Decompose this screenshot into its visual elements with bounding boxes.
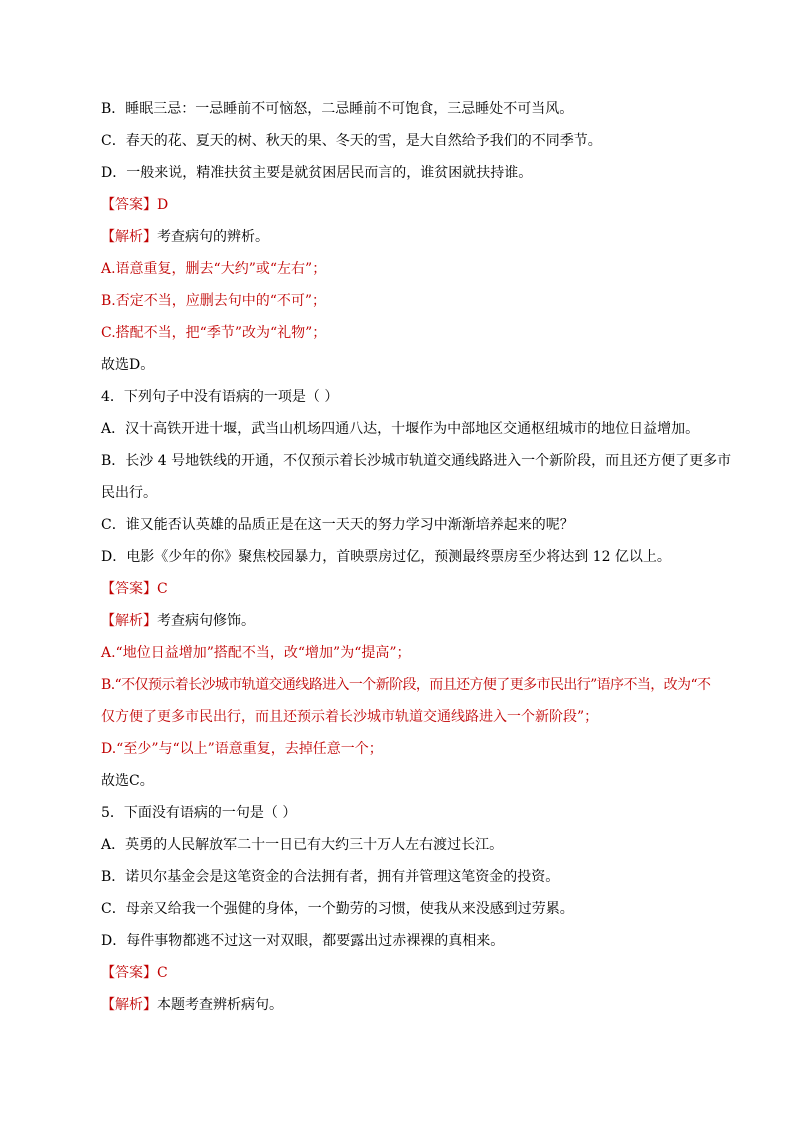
explanation-text: 考查病句修饰。 <box>157 613 255 629</box>
option-d-q3: D．一般来说，精准扶贫主要是就贫困居民而言的，谁贫困就扶持谁。 <box>101 165 533 181</box>
answer-value: D <box>157 197 169 213</box>
answer-value: C <box>157 581 168 597</box>
option-b-q3: B．睡眠三忌：一忌睡前不可恼怒，二忌睡前不可饱食，三忌睡处不可当风。 <box>101 101 574 117</box>
option-c-q3: C．春天的花、夏天的树、秋天的果、冬天的雪，是大自然给予我们的不同季节。 <box>101 133 602 149</box>
option-b-q4: B．长沙 4 号地铁线的开通，不仅预示着长沙城市轨道交通线路进入一个新阶段，而且还方便了更多市 <box>101 453 732 469</box>
option-c-q4: C．谁又能否认英雄的品质正是在这一天天的努力学习中渐渐培养起来的呢？ <box>101 517 574 533</box>
explanation-text: 本题考查辨析病句。 <box>157 997 283 1013</box>
answer-tag: 【答案】 <box>101 965 157 981</box>
explanation-a-q3: A.语意重复，删去“大约”或“左右”； <box>101 261 327 277</box>
explanation-tag: 【解析】 <box>101 229 157 245</box>
option-a-q4: A．汉十高铁开进十堰，武当山机场四通八达，十堰作为中部地区交通枢纽城市的地位日益增加。 <box>101 421 700 437</box>
option-b-q4-cont: 民出行。 <box>101 485 157 501</box>
explanation-d-q4: D.“至少”与“以上”语意重复，去掉任意一个； <box>101 741 383 757</box>
selection-q4: 故选C。 <box>101 773 154 789</box>
selection-q3: 故选D。 <box>101 357 155 373</box>
explanation-a-q4: A.“地位日益增加”搭配不当，改“增加”为“提高”； <box>101 645 411 661</box>
option-c-q5: C．母亲又给我一个强健的身体，一个勤劳的习惯，使我从来没感到过劳累。 <box>101 901 574 917</box>
option-d-q4: D．电影《少年的你》聚焦校园暴力，首映票房过亿，预测最终票房至少将达到 12 亿以上。 <box>101 549 671 565</box>
explanation-row-q4 <box>101 612 741 630</box>
answer-tag: 【答案】 <box>101 197 157 213</box>
explanation-c-q3: C.搭配不当，把“季节”改为“礼物”； <box>101 325 327 341</box>
question-4: 4．下列句子中没有语病的一项是（ ） <box>101 389 339 405</box>
answer-row-q4 <box>101 580 741 598</box>
answer-value: C <box>157 965 168 981</box>
option-d-q5: D．每件事物都逃不过这一对双眼，都要露出过赤裸裸的真相来。 <box>101 933 505 949</box>
explanation-b-q4: B.“不仅预示着长沙城市轨道交通线路进入一个新阶段，而且还方便了更多市民出行”语序不当，改为“不 <box>101 677 711 693</box>
answer-row-q5 <box>101 964 741 982</box>
explanation-b-q4-cont: 仅方便了更多市民出行，而且还预示着长沙城市轨道交通线路进入一个新阶段”； <box>101 709 599 725</box>
answer-row-q3 <box>101 196 741 214</box>
explanation-tag: 【解析】 <box>101 997 157 1013</box>
explanation-b-q3: B.否定不当，应删去句中的“不可”； <box>101 293 327 309</box>
option-b-q5: B．诺贝尔基金会是这笔资金的合法拥有者，拥有并管理这笔资金的投资。 <box>101 869 560 885</box>
answer-tag: 【答案】 <box>101 581 157 597</box>
question-5: 5．下面没有语病的一句是（ ） <box>101 805 297 821</box>
explanation-text: 考查病句的辨析。 <box>157 229 269 245</box>
option-a-q5: A．英勇的人民解放军二十一日已有大约三十万人左右渡过长江。 <box>101 837 504 853</box>
explanation-tag: 【解析】 <box>101 613 157 629</box>
explanation-row-q5 <box>101 996 741 1014</box>
explanation-row-q3 <box>101 228 741 246</box>
